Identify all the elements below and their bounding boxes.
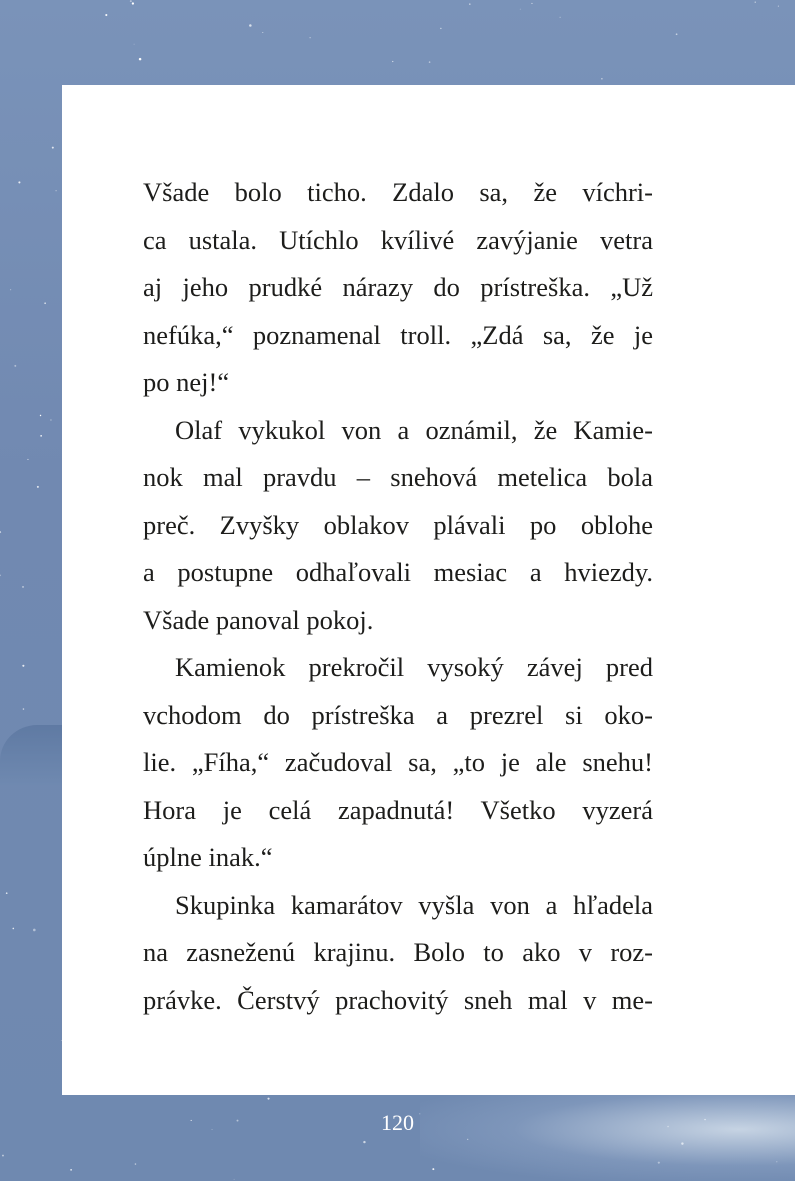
- star: [134, 44, 135, 45]
- star: [0, 575, 1, 577]
- star: [139, 58, 142, 61]
- star: [70, 1169, 72, 1171]
- star: [27, 459, 28, 460]
- star: [22, 586, 24, 588]
- text-line: vchodom do prístreška a prezrel si oko-: [143, 699, 653, 730]
- page-number: 120: [381, 1110, 414, 1135]
- text-line: Olaf vykukol von a oznámil, že Kamie-: [175, 414, 653, 445]
- star: [18, 181, 20, 183]
- star: [132, 2, 134, 4]
- text-line: a postupne odhaľovali mesiac a hviezdy.: [143, 557, 653, 587]
- text-line: Všade panoval pokoj.: [143, 604, 374, 635]
- star: [778, 6, 779, 7]
- text-line: Hora je celá zapadnutá! Všetko vyzerá: [143, 794, 653, 825]
- star: [44, 302, 46, 304]
- text-line: Kamienok prekročil vysoký závej pred: [175, 652, 653, 682]
- star: [249, 24, 252, 27]
- text-line: ca ustala. Utíchlo kvílivé zavýjanie vetra: [143, 224, 653, 255]
- star: [56, 190, 57, 191]
- star: [2, 1155, 4, 1157]
- star: [22, 665, 24, 667]
- text-line: preč. Zvyšky oblakov plávali po oblohe: [143, 509, 653, 540]
- star: [105, 14, 107, 16]
- star: [52, 147, 54, 149]
- text-line: právke. Čerstvý prachovitý sneh mal v me-: [143, 984, 653, 1015]
- star: [234, 1179, 235, 1180]
- star: [0, 531, 1, 533]
- star: [14, 365, 16, 367]
- star: [33, 929, 36, 932]
- text-line: po nej!“: [143, 367, 230, 397]
- star: [755, 1, 756, 2]
- story-text: [143, 169, 653, 1024]
- star: [429, 61, 431, 63]
- star: [6, 892, 8, 894]
- star: [392, 61, 393, 62]
- star: [50, 419, 51, 420]
- text-line: lie. „Fíha,“ začudoval sa, „to je ale snehu!: [143, 747, 653, 777]
- star: [40, 415, 41, 416]
- text-line: úplne inak.“: [143, 842, 273, 872]
- star: [363, 1141, 365, 1143]
- star: [520, 9, 521, 10]
- star: [40, 435, 42, 437]
- star: [23, 708, 25, 710]
- star: [310, 37, 311, 38]
- star: [37, 486, 39, 488]
- star: [130, 0, 132, 2]
- star: [676, 33, 678, 35]
- text-line: na zasneženú krajinu. Bolo to ako v roz-: [143, 937, 653, 967]
- star: [440, 28, 441, 29]
- star: [601, 78, 603, 80]
- star: [135, 1163, 137, 1165]
- text-line: Všade bolo ticho. Zdalo sa, že víchri-: [143, 177, 653, 207]
- text-line: Skupinka kamarátov vyšla von a hľadela: [175, 889, 653, 920]
- text-line: nefúka,“ poznamenal troll. „Zdá sa, že je: [143, 319, 653, 350]
- snow-mist: [420, 1095, 795, 1181]
- star: [469, 3, 470, 4]
- star: [10, 289, 11, 290]
- star: [560, 17, 561, 18]
- star: [531, 3, 532, 4]
- text-line: aj jeho prudké nárazy do prístreška. „Už: [143, 272, 653, 302]
- star: [13, 928, 15, 930]
- text-line: nok mal pravdu – snehová metelica bola: [143, 462, 653, 492]
- star: [267, 1098, 269, 1100]
- star: [262, 32, 263, 33]
